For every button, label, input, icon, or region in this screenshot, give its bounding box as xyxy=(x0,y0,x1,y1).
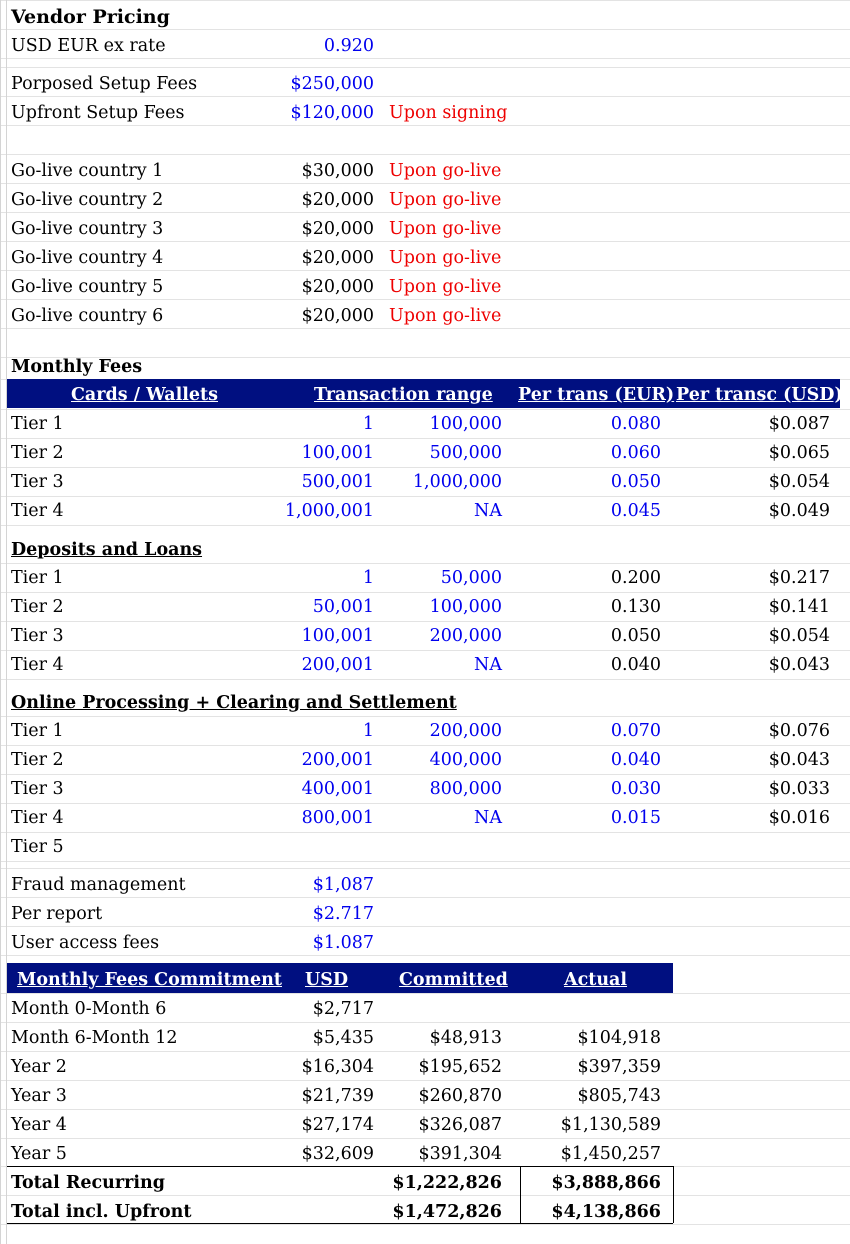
online-tier-from[interactable]: 1 xyxy=(362,721,374,741)
deposits-tier-eur[interactable]: 0.200 xyxy=(610,568,661,588)
gridline xyxy=(0,926,850,927)
commitment-usd[interactable]: $16,304 xyxy=(301,1057,374,1077)
online-tier-usd[interactable]: $0.043 xyxy=(768,750,830,770)
commitment-committed[interactable]: $326,087 xyxy=(418,1115,502,1135)
golive-note[interactable]: Upon go-live xyxy=(389,306,502,326)
cards-tier-to[interactable]: NA xyxy=(474,501,502,521)
online-tier-to[interactable]: 400,000 xyxy=(429,750,502,770)
total-incl-upfront-label[interactable]: Total incl. Upfront xyxy=(11,1202,192,1222)
deposits-tier-eur[interactable]: 0.050 xyxy=(610,626,661,646)
commitment-period[interactable]: Year 2 xyxy=(11,1057,67,1077)
deposits-tier-from[interactable]: 200,001 xyxy=(301,655,374,675)
cards-tier-eur[interactable]: 0.050 xyxy=(610,472,661,492)
deposits-tier-eur[interactable]: 0.040 xyxy=(610,655,661,675)
total-recurring-actual[interactable]: $3,888,866 xyxy=(551,1173,661,1193)
deposits-tier-tier[interactable]: Tier 3 xyxy=(11,626,64,646)
upfront-setup-note[interactable]: Upon signing xyxy=(389,103,508,123)
cards-tier-from[interactable]: 1,000,001 xyxy=(284,501,374,521)
deposits-tier-usd[interactable]: $0.043 xyxy=(768,655,830,675)
gridline xyxy=(0,125,850,126)
commitment-committed[interactable]: $391,304 xyxy=(418,1144,502,1164)
deposits-tier-tier[interactable]: Tier 1 xyxy=(11,568,64,588)
commitment-usd[interactable]: $27,174 xyxy=(301,1115,374,1135)
gridline xyxy=(0,0,850,1)
cards-tier-eur[interactable]: 0.080 xyxy=(610,414,661,434)
online-tier-eur[interactable]: 0.070 xyxy=(610,721,661,741)
online-tier-eur[interactable]: 0.040 xyxy=(610,750,661,770)
cards-tier-to[interactable]: 1,000,000 xyxy=(412,472,502,492)
gridline xyxy=(0,803,850,804)
golive-value[interactable]: $20,000 xyxy=(301,277,374,297)
online-tier-tier[interactable]: Tier 1 xyxy=(11,721,64,741)
commitment-period[interactable]: Year 4 xyxy=(11,1115,67,1135)
deposits-tier-usd[interactable]: $0.054 xyxy=(768,626,830,646)
online-tier-to[interactable]: 800,000 xyxy=(429,779,502,799)
total-recurring-committed[interactable]: $1,222,826 xyxy=(392,1173,502,1193)
gridline xyxy=(0,1224,850,1225)
extra-fee-label[interactable]: User access fees xyxy=(11,933,160,953)
online-tier-to[interactable]: NA xyxy=(474,808,502,828)
gridline xyxy=(0,861,850,862)
extra-fee-value[interactable]: $2.717 xyxy=(312,904,374,924)
totals-bottom-border xyxy=(7,1223,673,1224)
cards-tier-tier[interactable]: Tier 4 xyxy=(11,501,64,521)
gridline xyxy=(0,299,850,300)
golive-label[interactable]: Go-live country 3 xyxy=(11,219,164,239)
golive-label[interactable]: Go-live country 6 xyxy=(11,306,164,326)
golive-value[interactable]: $20,000 xyxy=(301,190,374,210)
gridline xyxy=(0,58,850,59)
commitment-actual[interactable]: $805,743 xyxy=(577,1086,661,1106)
deposits-tier-to[interactable]: NA xyxy=(474,655,502,675)
gridline xyxy=(0,868,850,869)
row-header-edge xyxy=(0,0,1,1244)
gridline xyxy=(0,183,850,184)
golive-value[interactable]: $20,000 xyxy=(301,248,374,268)
gridline xyxy=(0,993,850,994)
gridline xyxy=(0,832,850,833)
online-tier-usd[interactable]: $0.033 xyxy=(768,779,830,799)
commitment-committed[interactable]: $260,870 xyxy=(418,1086,502,1106)
cards-wallets-header[interactable]: Cards / Wallets xyxy=(71,385,218,405)
cards-tier-usd[interactable]: $0.049 xyxy=(768,501,830,521)
gridline xyxy=(0,621,850,622)
deposits-tier-to[interactable]: 50,000 xyxy=(440,568,502,588)
cards-tier-tier[interactable]: Tier 1 xyxy=(11,414,64,434)
golive-note[interactable]: Upon go-live xyxy=(389,219,502,239)
online-tier-tier[interactable]: Tier 4 xyxy=(11,808,64,828)
gridline xyxy=(0,897,850,898)
online-tier-tier[interactable]: Tier 3 xyxy=(11,779,64,799)
gridline xyxy=(0,67,850,68)
gridline xyxy=(0,679,850,680)
commitment-usd[interactable]: $21,739 xyxy=(301,1086,374,1106)
commitment-actual[interactable]: $1,130,589 xyxy=(560,1115,661,1135)
golive-note[interactable]: Upon go-live xyxy=(389,190,502,210)
proposed-setup-label[interactable]: Porposed Setup Fees xyxy=(11,74,198,94)
gridline xyxy=(0,592,850,593)
golive-note[interactable]: Upon go-live xyxy=(389,248,502,268)
online-tier-eur[interactable]: 0.030 xyxy=(610,779,661,799)
extra-fee-value[interactable]: $1.087 xyxy=(312,933,374,953)
actual-header[interactable]: Actual xyxy=(564,970,628,990)
fx-rate-value[interactable]: 0.920 xyxy=(323,36,374,56)
gridline xyxy=(0,212,850,213)
gridline xyxy=(0,29,850,30)
golive-label[interactable]: Go-live country 1 xyxy=(11,161,164,181)
deposits-tier-from[interactable]: 50,001 xyxy=(312,597,374,617)
commitment-header[interactable]: Monthly Fees Commitment xyxy=(17,970,282,990)
online-processing-title[interactable]: Online Processing + Clearing and Settlement xyxy=(11,693,457,713)
cards-tier-to[interactable]: 500,000 xyxy=(429,443,502,463)
commitment-actual[interactable]: $1,450,257 xyxy=(560,1144,661,1164)
gridline xyxy=(0,525,850,526)
deposits-tier-to[interactable]: 100,000 xyxy=(429,597,502,617)
deposits-tier-to[interactable]: 200,000 xyxy=(429,626,502,646)
online-tier-eur[interactable]: 0.015 xyxy=(610,808,661,828)
upfront-setup-value[interactable]: $120,000 xyxy=(290,103,374,123)
golive-note[interactable]: Upon go-live xyxy=(389,161,502,181)
golive-value[interactable]: $30,000 xyxy=(301,161,374,181)
sheet-title[interactable]: Vendor Pricing xyxy=(11,6,170,28)
gridline xyxy=(0,467,850,468)
upfront-setup-label[interactable]: Upfront Setup Fees xyxy=(11,103,185,123)
commitment-usd[interactable]: $5,435 xyxy=(312,1028,374,1048)
fx-rate-label[interactable]: USD EUR ex rate xyxy=(11,36,166,56)
commitment-committed[interactable]: $48,913 xyxy=(429,1028,502,1048)
total-recurring-label[interactable]: Total Recurring xyxy=(11,1173,165,1193)
gridline xyxy=(0,96,850,97)
cards-tier-eur[interactable]: 0.045 xyxy=(610,501,661,521)
gridline xyxy=(0,774,850,775)
gridline xyxy=(0,1051,850,1052)
commitment-actual[interactable]: $397,359 xyxy=(577,1057,661,1077)
cards-tier-eur[interactable]: 0.060 xyxy=(610,443,661,463)
deposits-tier-usd[interactable]: $0.141 xyxy=(768,597,830,617)
cards-tier-from[interactable]: 1 xyxy=(362,414,374,434)
gridline xyxy=(0,241,850,242)
per-trans-usd-header[interactable]: Per transc (USD) xyxy=(676,385,843,405)
commitment-period[interactable]: Month 0-Month 6 xyxy=(11,999,167,1019)
commitment-actual[interactable]: $104,918 xyxy=(577,1028,661,1048)
committed-header[interactable]: Committed xyxy=(399,970,508,990)
per-trans-eur-header[interactable]: Per trans (EUR) xyxy=(518,385,675,405)
cards-tier-from[interactable]: 100,001 xyxy=(301,443,374,463)
cards-header-band xyxy=(7,379,843,408)
golive-label[interactable]: Go-live country 5 xyxy=(11,277,164,297)
golive-value[interactable]: $20,000 xyxy=(301,219,374,239)
deposits-tier-tier[interactable]: Tier 4 xyxy=(11,655,64,675)
online-tier-from[interactable]: 400,001 xyxy=(301,779,374,799)
extra-fee-label[interactable]: Per report xyxy=(11,904,103,924)
commitment-usd[interactable]: $32,609 xyxy=(301,1144,374,1164)
golive-label[interactable]: Go-live country 4 xyxy=(11,248,164,268)
gridline xyxy=(0,328,850,329)
golive-value[interactable]: $20,000 xyxy=(301,306,374,326)
cards-tier-from[interactable]: 500,001 xyxy=(301,472,374,492)
gridline xyxy=(0,563,850,564)
total-incl-upfront-committed[interactable]: $1,472,826 xyxy=(392,1202,502,1222)
online-tier-tier[interactable]: Tier 5 xyxy=(11,837,64,857)
gridline xyxy=(0,154,850,155)
online-tier-from[interactable]: 200,001 xyxy=(301,750,374,770)
cards-tier-usd[interactable]: $0.065 xyxy=(768,443,830,463)
deposits-tier-eur[interactable]: 0.130 xyxy=(610,597,661,617)
cards-tier-tier[interactable]: Tier 3 xyxy=(11,472,64,492)
online-tier-usd[interactable]: $0.016 xyxy=(768,808,830,828)
usd-header[interactable]: USD xyxy=(305,970,349,990)
golive-note[interactable]: Upon go-live xyxy=(389,277,502,297)
gridline xyxy=(0,1022,850,1023)
deposits-tier-tier[interactable]: Tier 2 xyxy=(11,597,64,617)
cards-tier-to[interactable]: 100,000 xyxy=(429,414,502,434)
online-tier-usd[interactable]: $0.076 xyxy=(768,721,830,741)
cards-tier-tier[interactable]: Tier 2 xyxy=(11,443,64,463)
deposits-tier-from[interactable]: 100,001 xyxy=(301,626,374,646)
gridline xyxy=(0,409,850,410)
online-tier-to[interactable]: 200,000 xyxy=(429,721,502,741)
golive-label[interactable]: Go-live country 2 xyxy=(11,190,164,210)
cards-tier-usd[interactable]: $0.054 xyxy=(768,472,830,492)
gridline xyxy=(0,650,850,651)
transaction-range-header[interactable]: Transaction range xyxy=(314,385,493,405)
commitment-period[interactable]: Month 6-Month 12 xyxy=(11,1028,178,1048)
gridline xyxy=(0,955,850,956)
commitment-period[interactable]: Year 3 xyxy=(11,1086,67,1106)
extra-fee-value[interactable]: $1,087 xyxy=(312,875,374,895)
gridline xyxy=(0,745,850,746)
online-tier-from[interactable]: 800,001 xyxy=(301,808,374,828)
commitment-header-band xyxy=(7,963,673,993)
gridline xyxy=(0,1138,850,1139)
deposits-loans-title[interactable]: Deposits and Loans xyxy=(11,540,203,560)
gridline xyxy=(0,1080,850,1081)
deposits-tier-usd[interactable]: $0.217 xyxy=(768,568,830,588)
gridline xyxy=(0,438,850,439)
commitment-committed[interactable]: $195,652 xyxy=(418,1057,502,1077)
gridline xyxy=(0,1195,850,1196)
column-a-edge xyxy=(6,0,7,1244)
gridline xyxy=(0,1109,850,1110)
deposits-tier-from[interactable]: 1 xyxy=(362,568,374,588)
total-incl-upfront-actual[interactable]: $4,138,866 xyxy=(551,1202,661,1222)
commitment-usd[interactable]: $2,717 xyxy=(312,999,374,1019)
extra-fee-label[interactable]: Fraud management xyxy=(11,875,186,895)
cards-tier-usd[interactable]: $0.087 xyxy=(768,414,830,434)
proposed-setup-value[interactable]: $250,000 xyxy=(290,74,374,94)
gridline xyxy=(0,716,850,717)
commitment-period[interactable]: Year 5 xyxy=(11,1144,67,1164)
gridline xyxy=(0,270,850,271)
gridline xyxy=(0,496,850,497)
online-tier-tier[interactable]: Tier 2 xyxy=(11,750,64,770)
monthly-fees-title[interactable]: Monthly Fees xyxy=(11,357,143,377)
